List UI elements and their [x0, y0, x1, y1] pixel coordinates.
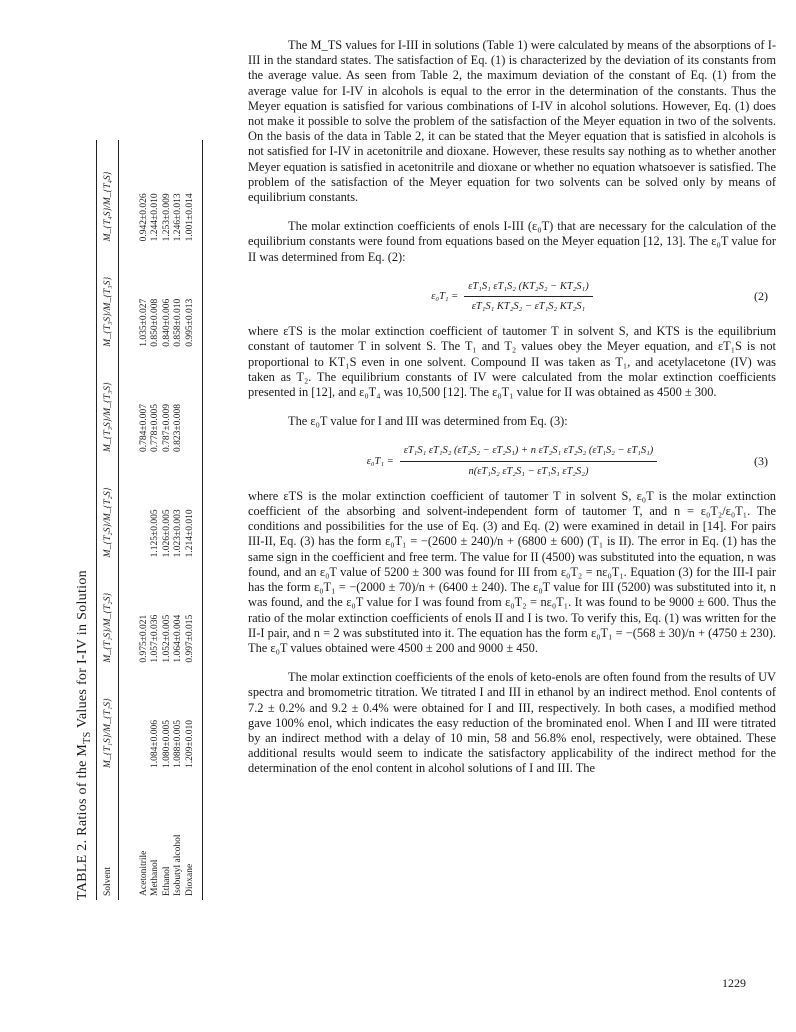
header-col-4: M_{T₃S}/M_{T₃S} — [96, 351, 118, 456]
table-title — [75, 140, 93, 900]
table-cell — [118, 667, 150, 772]
table-cell: 0.784±0.007 — [138, 404, 149, 453]
table-cell: 0.850±0.008 — [150, 298, 161, 347]
table-cell: 1.080±0.005 — [161, 720, 172, 768]
table-cell: 1.064±0.004 — [173, 614, 184, 663]
table-cell: 0.858±0.010 — [173, 298, 184, 347]
header-solvent: Solvent — [96, 772, 118, 900]
table-row — [173, 140, 185, 900]
table-row — [185, 140, 203, 900]
body-text — [248, 38, 776, 791]
table-cell: 0.942±0.026 — [138, 193, 149, 242]
equation-3-number: (3) — [754, 453, 768, 468]
table-cell: 0.995±0.013 — [185, 245, 203, 350]
table-cell — [185, 351, 203, 456]
equation-2-lhs: ε₀T₁ = — [431, 290, 459, 302]
table-cell: 1.023±0.003 — [173, 509, 184, 558]
cell-solvent: Ethanol — [161, 866, 172, 896]
table-cell: 1.125±0.005 — [150, 509, 161, 558]
equation-3 — [248, 443, 776, 478]
table-cell — [118, 456, 150, 561]
table-cell: 1.209±0.010 — [185, 667, 203, 772]
equation-3-lhs: ε₀T₁ = — [366, 455, 394, 467]
table-cell: 1.088±0.005 — [173, 720, 184, 768]
table-header-row — [96, 140, 118, 900]
table-cell: 1.035±0.027 — [138, 298, 149, 347]
header-col-5: M_{T₃S}/M_{T₃S} — [96, 245, 118, 350]
equation-3-denominator: n(εT₁S₂ εT₂S₁ − εT₁S₁ εT₂S₂) — [468, 465, 589, 477]
paragraph: The molar extinction coefficients of enols I-III (ε₀T) that are necessary for the calculation of the equilibrium constants were found from equations based on the Meyer equation [12, 13]. The ε₀T value for II was determined from Eq. (2): — [248, 219, 776, 264]
table-cell: 0.823±0.008 — [173, 404, 184, 453]
header-col-6: M_{T₄S}/M_{T₄S} — [96, 140, 118, 245]
paragraph: where εTS is the molar extinction coefficient of tautomer T in solvent S, ε₀T is the molar extinction coefficient of the absorbing and solvent-independent form of tautomer T, and n = ε₀T₂/ε₀T₁. The conditions and possibilities for the use of Eq. (3) and Eq. (2) were examined in detail in [14]. For pairs III-II, Eq. (3) has the form ε₀T₁ = −(2600 ± 240)/n + (6800 ± 600) (T₁ is II). The error in Eq. (1) has the same sign in the coefficient and free term. The value for II (4500) was substituted into the equation, n was found, and an ε₀T value of 5200 ± 300 was found for III from ε₀T₂ = nε₀T₁. Equation (3) for the III-I pair has the form ε₀T₁ = −(2000 ± 70)/n + (6400 ± 240). The ε₀T value for III (5200) was substituted into it, n was found, and the ε₀T value for I was found from ε₀T₂ = nε₀T₁. It was found to be 9000 ± 600. Thus the ratio of the molar extinction coefficients of enols II and I is two. To verify this, Eq. (1) was written for the II-I pair, and n = 2 was substituted into it. The equation has the form ε₀T₁ = −(568 ± 30)/n + (4750 ± 230). The ε₀T values obtained were 4500 ± 200 and 9000 ± 450. — [248, 488, 776, 655]
equation-3-fraction — [400, 443, 658, 478]
table-cell: 1.244±0.010 — [150, 193, 161, 242]
paragraph: The M_TS values for I-III in solutions (Table 1) were calculated by means of the absorptions of I-III in the standard states. The satisfaction of Eq. (1) is characterized by the deviation of its constants from the average value. As seen from Table 2, the maximum deviation of the constant of Eq. (1) from the average value for I-IV in alcohols is equal to the error in the determination of the constants. Thus the Meyer equation is satisfied for various combinations of I-IV in alcohol solutions. However, Eq. (1) does not make it possible to solve the problem of the satisfaction of the Meyer equation in two of the solvents. On the basis of the data in Table 2, it can be stated that the Meyer equation that is satisfied in alcohols is not satisfied for I-IV in acetonitrile and dioxane. However, these results say nothing as to whether another Meyer equation is satisfied in acetonitrile and dioxane or whether no equation whatsoever is satisfied. The problem of the satisfaction of the Meyer equation for two solvents can be solved only by means of equilibrium constants. — [248, 38, 776, 205]
table-title-prefix: TABLE 2. Ratios of the M — [75, 743, 90, 900]
table-title-suffix: Values for I-IV in Solution — [75, 570, 90, 732]
table-cell: 1.246±0.013 — [173, 193, 184, 242]
ratios-table — [96, 140, 204, 900]
equation-2-fraction — [464, 279, 592, 314]
table-row — [150, 140, 162, 900]
cell-solvent: Isobutyl alcohol — [173, 834, 184, 896]
equation-2 — [248, 279, 776, 314]
table-cell: 1.001±0.014 — [185, 140, 203, 245]
table-row — [162, 140, 174, 900]
table-cell: 0.997±0.015 — [185, 561, 203, 666]
page-number: 1229 — [722, 976, 746, 990]
paragraph: where εTS is the molar extinction coefficient of tautomer T in solvent S, and KTS is the equilibrium constant of tautomer T in solvent S. The T₁ and T₂ values obey the Meyer equation, and εT₁S is not proportional to KT₁S even in one solvent. Compound II was taken as T₁, and acetylacetone (IV) was taken as T₂. The equilibrium constants of IV were calculated from the molar extinction coefficients presented in [12], and ε₀T₄ was 10,500 [12]. The ε₀T₁ value for II was obtained as 4500 ± 300. — [248, 324, 776, 400]
paragraph: The molar extinction coefficients of the enols of keto-enols are often found from the results of UV spectra and bromometric titration. We titrated I and III in ethanol by an indirect method. Enol contents of 7.2 ± 0.2% and 9.2 ± 0.4% were obtained for I and III, respectively. In both cases, a modified method gave 100% enol, which indicates the easy reduction of the brominated enol. When I and III were titrated by an indirect method with a delay of 10 min, 58 and 56.8% enol, respectively, were obtained. These additional results would seem to indicate the satisfactory applicability of the indirect method for the determination of the enol content in alcohol solutions of I and III. The — [248, 670, 776, 776]
equation-2-denominator: εT₁S₁ KT₂S₂ − εT₁S₂ KT₂S₁ — [471, 301, 586, 313]
cell-solvent: Dioxane — [185, 772, 203, 900]
table-cell: 1.026±0.005 — [161, 509, 172, 558]
table-cell: 1.084±0.006 — [150, 720, 161, 768]
table-cell: 0.778±0.005 — [150, 404, 161, 453]
table-title-sub: TS — [81, 731, 93, 744]
table-cell: 1.214±0.010 — [185, 456, 203, 561]
table-cell: 1.057±0.036 — [150, 614, 161, 663]
table-row — [118, 140, 150, 900]
cell-solvent: Acetonitrile — [138, 850, 149, 896]
cell-solvent: Methanol — [150, 859, 161, 896]
table-cell: 0.840±0.006 — [161, 298, 172, 347]
equation-2-number: (2) — [754, 288, 768, 303]
header-col-2: M_{T₁S}/M_{T₂S} — [96, 561, 118, 666]
table-cell: 0.787±0.009 — [161, 404, 172, 453]
equation-3-numerator: εT₁S₁ εT₁S₂ (εT₂S₂ − εT₂S₁) + n εT₂S₁ εT₂S₂ (εT₁S₂ − εT₁S₁) — [400, 443, 658, 461]
table-region — [70, 140, 230, 900]
table-cell: 0.975±0.021 — [138, 614, 149, 663]
table-cell: 1.253±0.009 — [161, 193, 172, 242]
rotated-table — [75, 140, 225, 900]
header-col-3: M_{T₂S}/M_{T₂S} — [96, 456, 118, 561]
equation-2-numerator: εT₁S₁ εT₁S₂ (KT₂S₂ − KT₂S₁) — [464, 279, 592, 297]
header-col-1: M_{T₁S}/M_{T₁S} — [96, 667, 118, 772]
paragraph: The ε₀T value for I and III was determined from Eq. (3): — [288, 414, 568, 429]
table-cell: 1.052±0.005 — [161, 614, 172, 663]
